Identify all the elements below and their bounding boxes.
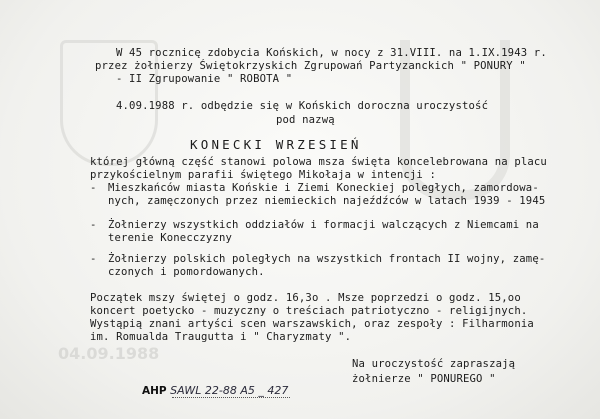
intro-line-3: - II Zgrupowanie " ROBOTA " xyxy=(116,73,293,85)
program-line-1: Początek mszy świętej o godz. 16,3o . Msze poprzedzi o godz. 15,oo xyxy=(90,292,521,304)
archive-reference xyxy=(142,384,288,397)
program-line-4: im. Romualda Traugutta i " Charyzmaty ". xyxy=(90,331,352,343)
intention-2-line-1: Żołnierzy wszystkich oddziałów i formacji walczących z Niemcami na xyxy=(108,219,539,231)
intro-line-1: W 45 rocznicę zdobycia Końskich, w nocy z 31.VIII. na 1.IX.1943 r. xyxy=(116,47,547,59)
intention-1-line-1: Mieszkańców miasta Końskie i Ziemi Koneckiej poległych, zamordowa- xyxy=(108,182,539,194)
event-title: KONECKI WRZESIEŃ xyxy=(190,137,362,152)
archive-signature: SAWL 22-88 A5 _ 427 xyxy=(170,384,289,397)
bleed-through-date: 04.09.1988 xyxy=(58,344,160,363)
intention-1-line-2: nych, zamęczonych przez niemieckich najeźdźców w latach 1939 - 1945 xyxy=(108,195,546,207)
date-line: 4.09.1988 r. odbędzie się w Końskich doroczna uroczystość xyxy=(116,100,489,112)
intention-3-line-1: Żołnierzy polskich poległych na wszystkich frontach II wojny, zamę- xyxy=(108,253,546,265)
program-line-2: koncert poetycko - muzyczny o treściach patriotyczno - religijnych. xyxy=(90,305,528,317)
body-line-2: przykościelnym parafii świętego Mikołaja w intencji : xyxy=(90,169,436,181)
intention-2-line-2: terenie Konecczyzny xyxy=(108,232,233,244)
invite-line-1: Na uroczystość zapraszają xyxy=(352,358,516,370)
invite-line-2: żołnierze " PONUREGO " xyxy=(352,373,496,385)
archive-label: AHP xyxy=(142,385,167,397)
intention-3-line-2: czonych i pomordowanych. xyxy=(108,266,265,278)
program-line-3: Wystąpią znani artyści scen warszawskich, oraz zespoły : Filharmonia xyxy=(90,318,534,330)
bullet-marker: - xyxy=(90,253,97,265)
bullet-marker: - xyxy=(90,219,97,231)
under-name: pod nazwą xyxy=(276,114,335,126)
body-line-1: której główną część stanowi polowa msza święta koncelebrowana na placu xyxy=(90,156,547,168)
signature-underline xyxy=(172,397,290,398)
intro-line-2: przez żołnierzy Świętokrzyskich Zgrupowań Partyzanckich " PONURY " xyxy=(95,60,526,72)
bullet-marker: - xyxy=(90,182,97,194)
